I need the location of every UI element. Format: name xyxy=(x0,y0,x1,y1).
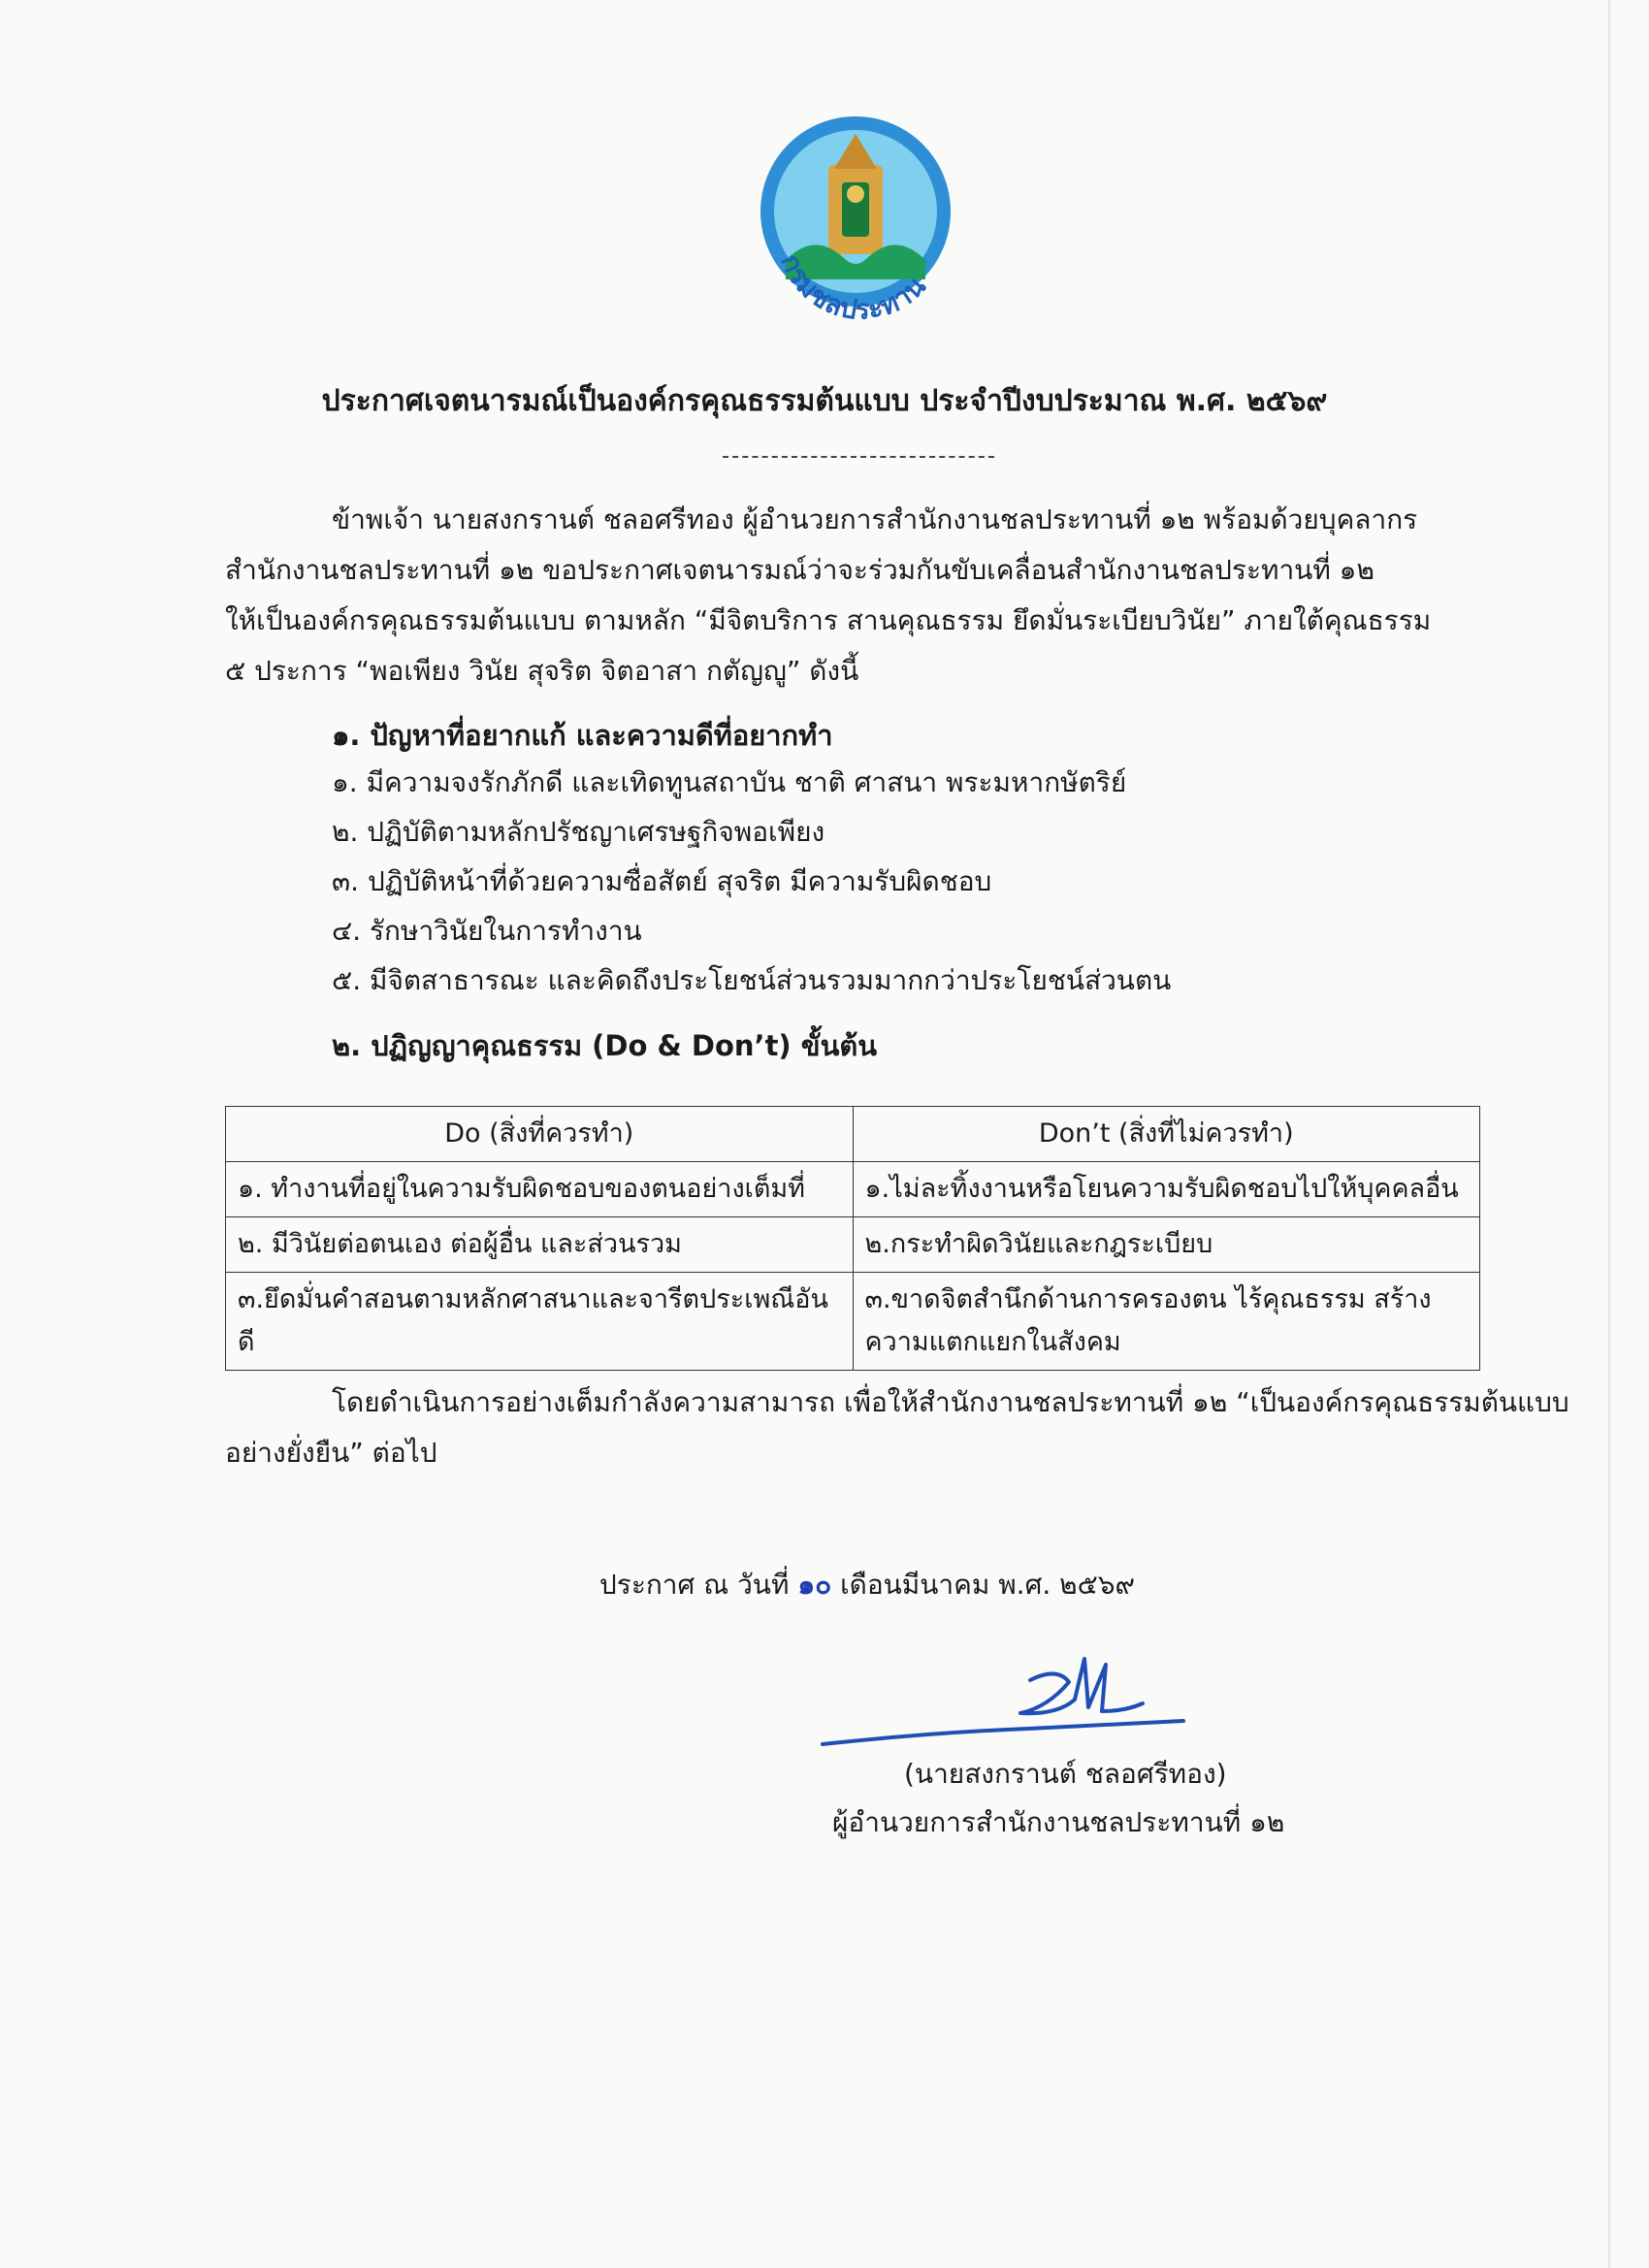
title-divider xyxy=(723,456,994,458)
section1-item: ๑. มีความจงรักภักดี และเทิดทูนสถาบัน ชาติ ศาสนา พระมหากษัตริย์ xyxy=(332,766,1127,798)
intro-line: ข้าพเจ้า นายสงกรานต์ ชลอศรีทอง ผู้อำนวยการสำนักงานชลประทานที่ ๑๒ พร้อมด้วยบุคลากร xyxy=(332,503,1418,535)
date-prefix: ประกาศ ณ วันที่ xyxy=(599,1569,798,1601)
document-title: ประกาศเจตนารมณ์เป็นองค์กรคุณธรรมต้นแบบ ประจำปีงบประมาณ พ.ศ. ๒๕๖๙ xyxy=(321,384,1328,418)
signer-position: ผู้อำนวยการสำนักงานชลประทานที่ ๑๒ xyxy=(832,1806,1285,1838)
closing-line: อย่างยั่งยืน” ต่อไป xyxy=(225,1437,437,1469)
dont-cell: ๑.ไม่ละทิ้งงานหรือโยนความรับผิดชอบไปให้บุคคลอื่น xyxy=(853,1162,1480,1217)
section1-item: ๕. มีจิตสาธารณะ และคิดถึงประโยชน์ส่วนรวมมากกว่าประโยชน์ส่วนตน xyxy=(332,964,1172,996)
logo-caption: กรมชลประทาน xyxy=(774,249,932,326)
section1-item: ๓. ปฏิบัติหน้าที่ด้วยความซื่อสัตย์ สุจริต มีความรับผิดชอบ xyxy=(332,865,992,897)
do-cell: ๒. มีวินัยต่อตนเอง ต่อผู้อื่น และส่วนรวม xyxy=(226,1217,854,1273)
dont-column-header: Don’t (สิ่งที่ไม่ควรทำ) xyxy=(853,1107,1480,1162)
page-edge xyxy=(1608,0,1610,2268)
handwritten-signature xyxy=(815,1639,1203,1756)
department-seal-logo xyxy=(747,114,970,338)
do-dont-table xyxy=(225,1106,1480,1371)
section1-heading: ๑. ปัญหาที่อยากแก้ และความดีที่อยากทำ xyxy=(332,719,833,752)
section2-heading: ๒. ปฏิญญาคุณธรรม (Do & Don’t) ขั้นต้น xyxy=(332,1029,878,1062)
do-column-header: Do (สิ่งที่ควรทำ) xyxy=(226,1107,854,1162)
table-row xyxy=(226,1162,1480,1217)
do-cell: ๑. ทำงานที่อยู่ในความรับผิดชอบของตนอย่างเต็มที่ xyxy=(226,1162,854,1217)
intro-line: สำนักงานชลประทานที่ ๑๒ ขอประกาศเจตนารมณ์ว่าจะร่วมกันขับเคลื่อนสำนักงานชลประทานที่ ๑๒ xyxy=(225,554,1374,586)
closing-paragraph xyxy=(225,1377,1569,1478)
intro-line: ๕ ประการ “พอเพียง วินัย สุจริต จิตอาสา กตัญญู” ดังนี้ xyxy=(225,655,859,687)
closing-line: โดยดำเนินการอย่างเต็มกำลังความสามารถ เพื่อให้สำนักงานชลประทานที่ ๑๒ “เป็นองค์กรคุณธรรมต้นแบบ xyxy=(332,1386,1569,1418)
date-day: ๑๐ xyxy=(797,1569,832,1601)
signer-name: (นายสงกรานต์ ชลอศรีทอง) xyxy=(904,1758,1227,1790)
intro-paragraph xyxy=(225,495,1486,697)
dont-cell: ๓.ขาดจิตสำนึกด้านการครองตน ไร้คุณธรรม สร้างความแตกแยกในสังคม xyxy=(853,1273,1480,1371)
do-cell: ๓.ยึดมั่นคำสอนตามหลักศาสนาและจารีตประเพณีอันดี xyxy=(226,1273,854,1371)
table-row xyxy=(226,1273,1480,1371)
table-row xyxy=(226,1217,1480,1273)
date-suffix: เดือนมีนาคม พ.ศ. ๒๕๖๙ xyxy=(831,1569,1136,1601)
announcement-date xyxy=(599,1564,1135,1606)
section1-item: ๒. ปฏิบัติตามหลักปรัชญาเศรษฐกิจพอเพียง xyxy=(332,816,825,848)
intro-line: ให้เป็นองค์กรคุณธรรมต้นแบบ ตามหลัก “มีจิตบริการ สานคุณธรรม ยึดมั่นระเบียบวินัย” ภายใต้คุณธรรม xyxy=(225,604,1432,636)
section1-item: ๔. รักษาวินัยในการทำงาน xyxy=(332,915,642,947)
table-header-row xyxy=(226,1107,1480,1162)
dont-cell: ๒.กระทำผิดวินัยและกฎระเบียบ xyxy=(853,1217,1480,1273)
